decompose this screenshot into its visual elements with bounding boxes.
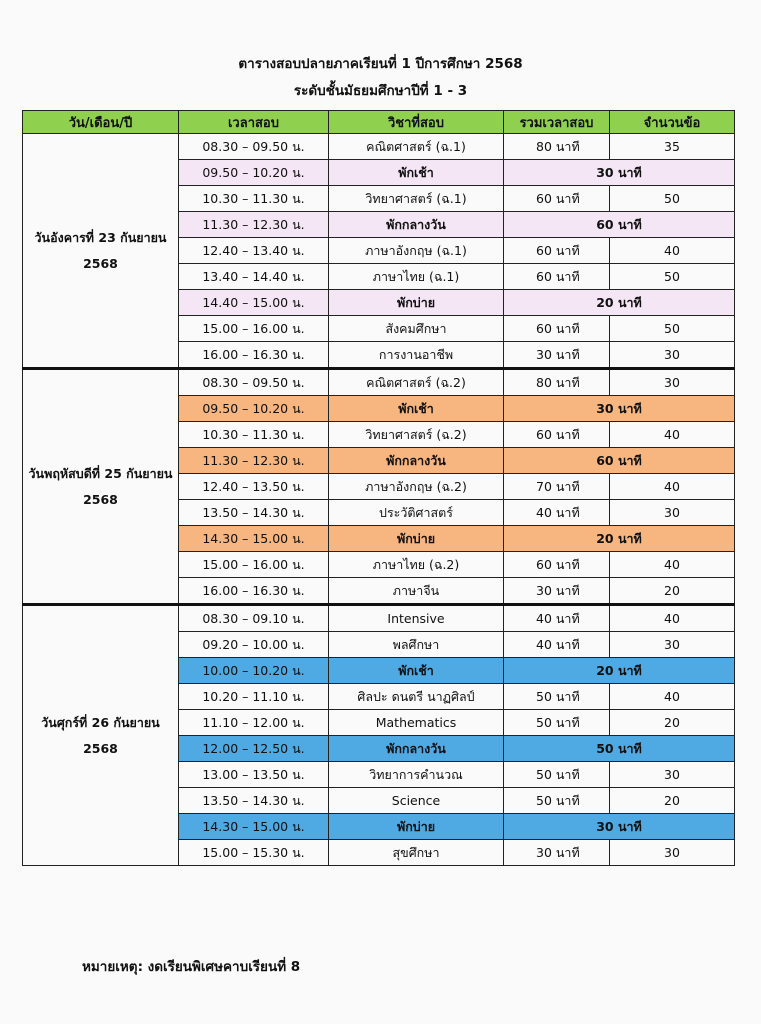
time-cell: 14.30 – 15.00 น.: [179, 526, 329, 552]
subject-cell: Science: [329, 788, 504, 814]
question-count-cell: 30: [610, 369, 735, 396]
question-count-cell: 40: [610, 422, 735, 448]
subject-cell: ศิลปะ ดนตรี นาฏศิลป์: [329, 684, 504, 710]
time-cell: 13.40 – 14.40 น.: [179, 264, 329, 290]
subject-cell: วิทยาการคำนวณ: [329, 762, 504, 788]
time-cell: 10.30 – 11.30 น.: [179, 422, 329, 448]
schedule-title: ตารางสอบปลายภาคเรียนที่ 1 ปีการศึกษา 2568: [238, 56, 523, 72]
duration-cell: 70 นาที: [504, 474, 610, 500]
table-row: [23, 605, 735, 632]
time-cell: 13.50 – 14.30 น.: [179, 500, 329, 526]
duration-cell: 60 นาที: [504, 422, 610, 448]
subject-cell: ภาษาไทย (ฉ.1): [329, 264, 504, 290]
subject-cell: Intensive: [329, 605, 504, 632]
break-duration-cell: 60 นาที: [504, 212, 735, 238]
question-count-cell: 35: [610, 134, 735, 160]
question-count-cell: 30: [610, 500, 735, 526]
question-count-cell: 30: [610, 762, 735, 788]
time-cell: 12.00 – 12.50 น.: [179, 736, 329, 762]
table-row: [23, 134, 735, 160]
duration-cell: 30 นาที: [504, 342, 610, 369]
time-cell: 16.00 – 16.30 น.: [179, 342, 329, 369]
header-subject: วิชาที่สอบ: [329, 111, 504, 134]
duration-cell: 80 นาที: [504, 369, 610, 396]
break-duration-cell: 20 นาที: [504, 658, 735, 684]
duration-cell: 30 นาที: [504, 840, 610, 866]
duration-cell: 50 นาที: [504, 710, 610, 736]
duration-cell: 60 นาที: [504, 264, 610, 290]
subject-cell: วิทยาศาสตร์ (ฉ.1): [329, 186, 504, 212]
subject-cell: พักบ่าย: [329, 290, 504, 316]
break-duration-cell: 30 นาที: [504, 814, 735, 840]
question-count-cell: 40: [610, 474, 735, 500]
break-duration-cell: 30 นาที: [504, 396, 735, 422]
duration-cell: 50 นาที: [504, 762, 610, 788]
subject-cell: คณิตศาสตร์ (ฉ.2): [329, 369, 504, 396]
duration-cell: 40 นาที: [504, 500, 610, 526]
break-duration-cell: 50 นาที: [504, 736, 735, 762]
duration-cell: 30 นาที: [504, 578, 610, 605]
question-count-cell: 40: [610, 684, 735, 710]
duration-cell: 40 นาที: [504, 605, 610, 632]
duration-cell: 40 นาที: [504, 632, 610, 658]
subject-cell: ภาษาจีน: [329, 578, 504, 605]
subject-cell: วิทยาศาสตร์ (ฉ.2): [329, 422, 504, 448]
question-count-cell: 50: [610, 186, 735, 212]
time-cell: 10.30 – 11.30 น.: [179, 186, 329, 212]
time-cell: 14.40 – 15.00 น.: [179, 290, 329, 316]
time-cell: 12.40 – 13.50 น.: [179, 474, 329, 500]
question-count-cell: 30: [610, 840, 735, 866]
day-cell: วันพฤหัสบดีที่ 25 กันยายน 2568: [23, 369, 179, 605]
schedule-subtitle: ระดับชั้นมัธยมศึกษาปีที่ 1 - 3: [293, 83, 468, 99]
break-duration-cell: 60 นาที: [504, 448, 735, 474]
time-cell: 11.30 – 12.30 น.: [179, 448, 329, 474]
time-cell: 15.00 – 16.00 น.: [179, 316, 329, 342]
subject-cell: พักกลางวัน: [329, 212, 504, 238]
duration-cell: 60 นาที: [504, 238, 610, 264]
duration-cell: 60 นาที: [504, 552, 610, 578]
table-body: [23, 134, 735, 866]
time-cell: 11.30 – 12.30 น.: [179, 212, 329, 238]
subject-cell: Mathematics: [329, 710, 504, 736]
time-cell: 09.50 – 10.20 น.: [179, 160, 329, 186]
time-cell: 09.20 – 10.00 น.: [179, 632, 329, 658]
subject-cell: พักเช้า: [329, 396, 504, 422]
header-duration: รวมเวลาสอบ: [504, 111, 610, 134]
subject-cell: พลศึกษา: [329, 632, 504, 658]
subject-cell: ภาษาอังกฤษ (ฉ.1): [329, 238, 504, 264]
break-duration-cell: 20 นาที: [504, 290, 735, 316]
exam-schedule-table: [22, 110, 735, 866]
duration-cell: 50 นาที: [504, 684, 610, 710]
time-cell: 08.30 – 09.50 น.: [179, 369, 329, 396]
subject-cell: สุขศึกษา: [329, 840, 504, 866]
question-count-cell: 50: [610, 264, 735, 290]
time-cell: 08.30 – 09.10 น.: [179, 605, 329, 632]
subject-cell: พักกลางวัน: [329, 736, 504, 762]
question-count-cell: 50: [610, 316, 735, 342]
question-count-cell: 40: [610, 238, 735, 264]
time-cell: 08.30 – 09.50 น.: [179, 134, 329, 160]
table-header-row: [23, 111, 735, 134]
time-cell: 09.50 – 10.20 น.: [179, 396, 329, 422]
footnote: หมายเหตุ: งดเรียนพิเศษคาบเรียนที่ 8: [82, 959, 301, 975]
duration-cell: 80 นาที: [504, 134, 610, 160]
header-count: จำนวนข้อ: [610, 111, 735, 134]
time-cell: 13.00 – 13.50 น.: [179, 762, 329, 788]
duration-cell: 50 นาที: [504, 788, 610, 814]
subject-cell: พักกลางวัน: [329, 448, 504, 474]
time-cell: 10.00 – 10.20 น.: [179, 658, 329, 684]
time-cell: 11.10 – 12.00 น.: [179, 710, 329, 736]
time-cell: 13.50 – 14.30 น.: [179, 788, 329, 814]
duration-cell: 60 นาที: [504, 186, 610, 212]
time-cell: 16.00 – 16.30 น.: [179, 578, 329, 605]
subject-cell: การงานอาชีพ: [329, 342, 504, 369]
header-date: วัน/เดือน/ปี: [23, 111, 179, 134]
subject-cell: ประวัติศาสตร์: [329, 500, 504, 526]
time-cell: 10.20 – 11.10 น.: [179, 684, 329, 710]
question-count-cell: 40: [610, 605, 735, 632]
subject-cell: พักเช้า: [329, 160, 504, 186]
question-count-cell: 20: [610, 710, 735, 736]
time-cell: 15.00 – 15.30 น.: [179, 840, 329, 866]
question-count-cell: 20: [610, 578, 735, 605]
subject-cell: ภาษาอังกฤษ (ฉ.2): [329, 474, 504, 500]
question-count-cell: 20: [610, 788, 735, 814]
subject-cell: พักบ่าย: [329, 526, 504, 552]
break-duration-cell: 30 นาที: [504, 160, 735, 186]
question-count-cell: 40: [610, 552, 735, 578]
day-cell: วันอังคารที่ 23 กันยายน 2568: [23, 134, 179, 369]
question-count-cell: 30: [610, 342, 735, 369]
subject-cell: ภาษาไทย (ฉ.2): [329, 552, 504, 578]
question-count-cell: 30: [610, 632, 735, 658]
time-cell: 15.00 – 16.00 น.: [179, 552, 329, 578]
time-cell: 14.30 – 15.00 น.: [179, 814, 329, 840]
table-row: [23, 369, 735, 396]
header-time: เวลาสอบ: [179, 111, 329, 134]
break-duration-cell: 20 นาที: [504, 526, 735, 552]
subject-cell: สังคมศึกษา: [329, 316, 504, 342]
subject-cell: พักเช้า: [329, 658, 504, 684]
subject-cell: พักบ่าย: [329, 814, 504, 840]
time-cell: 12.40 – 13.40 น.: [179, 238, 329, 264]
subject-cell: คณิตศาสตร์ (ฉ.1): [329, 134, 504, 160]
day-cell: วันศุกร์ที่ 26 กันยายน 2568: [23, 605, 179, 866]
duration-cell: 60 นาที: [504, 316, 610, 342]
